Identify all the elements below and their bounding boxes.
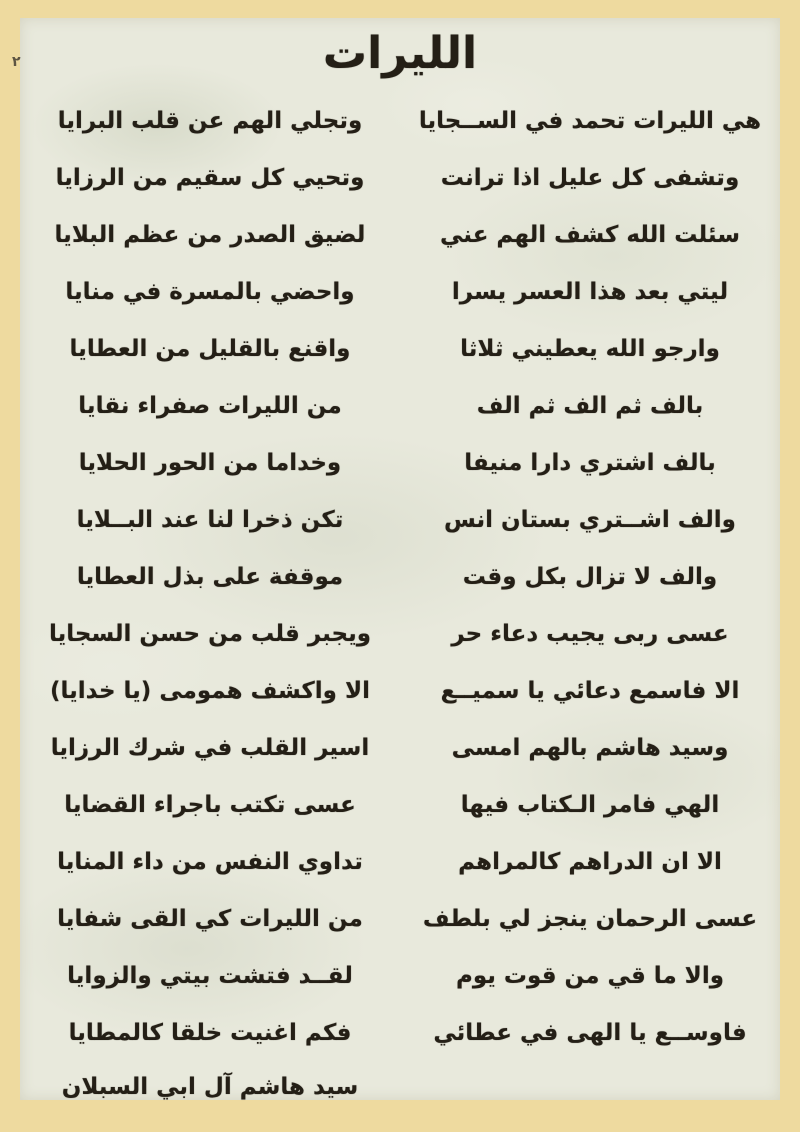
hemistich-left: وتحيي كل سقيم من الرزايا <box>55 164 365 191</box>
hemistich-right: الا فاسمع دعائي يا سميــع <box>440 677 740 704</box>
hemistich-left: من الليرات صفراء نقايا <box>78 392 342 419</box>
hemistich-left: لضيق الصدر من عظم البلايا <box>54 221 366 248</box>
hemistich-left: لقــد فتشت بيتي والزوايا <box>67 962 353 989</box>
hemistich-left: وتجلي الهم عن قلب البرايا <box>57 107 363 134</box>
hemistich-left: واحضي بالمسرة في منايا <box>65 278 355 305</box>
hemistich-right: بالف ثم الف ثم الف <box>476 392 704 419</box>
hemistich-left: موقفة على بذل العطايا <box>76 563 344 590</box>
hemistich-left: تداوي النفس من داء المنايا <box>57 848 363 875</box>
hemistich-left: ويجبر قلب من حسن السجايا <box>48 620 372 647</box>
verse-row <box>20 833 780 890</box>
verse-row <box>20 377 780 434</box>
verse-row <box>20 776 780 833</box>
hemistich-right: وارجو الله يعطيني ثلاثا <box>460 335 720 362</box>
hemistich-right: والف لا تزال بكل وقت <box>462 563 718 590</box>
hemistich-right: عسى ربى يجيب دعاء حر <box>451 620 729 647</box>
verse-row <box>20 92 780 149</box>
hemistich-left: واقنع بالقليل من العطايا <box>69 335 351 362</box>
hemistich-right: وتشفى كل عليل اذا ترانت <box>440 164 740 191</box>
verse-row <box>20 947 780 1004</box>
verse-row <box>20 491 780 548</box>
hemistich-right: والا ما قي من قوت يوم <box>456 962 724 989</box>
verse-row <box>20 662 780 719</box>
verse-row <box>20 206 780 263</box>
hemistich-right: الهي فامر الـكتاب فيها <box>460 791 720 818</box>
hemistich-left: من الليرات كي القى شفايا <box>57 905 363 932</box>
verse-row <box>20 719 780 776</box>
verse-row <box>20 263 780 320</box>
hemistich-right: هي الليرات تحمد في الســجايا <box>418 107 762 134</box>
signature-row <box>20 1061 780 1113</box>
verse-row <box>20 1004 780 1061</box>
hemistich-right: عسى الرحمان ينجز لي بلطف <box>422 905 758 932</box>
hemistich-left: الا واكشف همومى (يا خدايا) <box>49 677 370 704</box>
hemistich-left: وخداما من الحور الحلايا <box>78 449 342 476</box>
hemistich-right: سئلت الله كشف الهم عني <box>440 221 740 248</box>
hemistich-left: تكن ذخرا لنا عند البــلايا <box>76 506 344 533</box>
verse-row <box>20 434 780 491</box>
margin-speck: ٢ <box>12 54 21 70</box>
poem-title: الليرات <box>322 28 478 79</box>
hemistich-left: فكم اغنيت خلقا كالمطايا <box>68 1019 352 1046</box>
hemistich-right: فاوســع يا الهى في عطائي <box>433 1019 747 1046</box>
hemistich-right: والف اشــتري بستان انس <box>444 506 736 533</box>
hemistich-right: الا ان الدراهم كالمراهم <box>458 848 722 875</box>
verse-row <box>20 320 780 377</box>
verse-row <box>20 890 780 947</box>
hemistich-right: بالف اشتري دارا منيفا <box>464 449 716 476</box>
verse-row <box>20 548 780 605</box>
hemistich-left: اسير القلب في شرك الرزايا <box>50 734 370 761</box>
poem-page <box>12 18 780 1100</box>
hemistich-right: ليتي بعد هذا العسر يسرا <box>451 278 729 305</box>
verse-list <box>20 92 780 1061</box>
hemistich-right: وسيد هاشم بالهم امسى <box>451 734 729 761</box>
hemistich-left: عسى تكتب باجراء القضايا <box>64 791 356 818</box>
poet-signature: سيد هاشم آل ابي السبلان <box>61 1074 359 1100</box>
verse-row <box>20 149 780 206</box>
verse-row <box>20 605 780 662</box>
